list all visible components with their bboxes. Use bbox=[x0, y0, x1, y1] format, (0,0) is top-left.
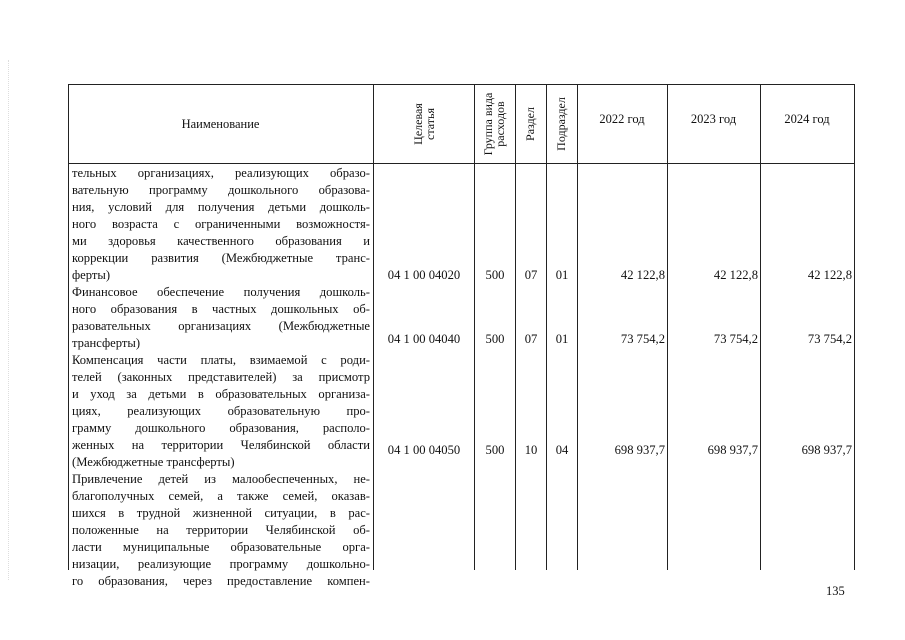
cell-2024: 42 122,8 bbox=[807, 268, 852, 282]
name-line: трансферты) bbox=[72, 336, 141, 350]
name-line: (Межбюджетные трансферты) bbox=[72, 455, 235, 469]
col-border bbox=[515, 84, 516, 570]
header-2023: 2023 год bbox=[690, 112, 737, 126]
name-line: ного возраста с ограниченными возможностя- bbox=[72, 217, 370, 231]
name-line: Финансовое обеспечение получения дошколь- bbox=[72, 285, 370, 299]
col-border bbox=[667, 84, 668, 570]
col-border bbox=[373, 84, 374, 570]
cell-article: 04 1 00 04040 bbox=[387, 332, 461, 346]
col-border bbox=[474, 84, 475, 570]
header-expense-group: Группа вида расходов bbox=[481, 92, 507, 156]
cell-section: 10 bbox=[524, 443, 538, 457]
cell-article: 04 1 00 04020 bbox=[387, 268, 461, 282]
name-line: тельных организациях, реализующих образо- bbox=[72, 166, 370, 180]
col-border bbox=[546, 84, 547, 570]
cell-group: 500 bbox=[485, 268, 505, 282]
scan-edge bbox=[8, 60, 9, 580]
col-border bbox=[577, 84, 578, 570]
name-line: и уход за детьми в образовательных организа- bbox=[72, 387, 370, 401]
cell-2024: 73 754,2 bbox=[807, 332, 852, 346]
cell-subsection: 01 bbox=[555, 332, 569, 346]
cell-2023: 698 937,7 bbox=[707, 443, 758, 457]
name-line: низации, реализующие программу дошкольно- bbox=[72, 557, 370, 571]
cell-article: 04 1 00 04050 bbox=[387, 443, 461, 457]
cell-group: 500 bbox=[485, 443, 505, 457]
header-subsection: Подраздел bbox=[554, 97, 568, 151]
name-line: шихся в трудной жизненной ситуации, в рас- bbox=[72, 506, 370, 520]
cell-subsection: 01 bbox=[555, 268, 569, 282]
cell-2023: 42 122,8 bbox=[713, 268, 758, 282]
table-top-border bbox=[68, 84, 854, 85]
name-line: ласти муниципальные образовательные орга- bbox=[72, 540, 370, 554]
cell-2022: 42 122,8 bbox=[620, 268, 665, 282]
name-line: благополучных семей, а также семей, оказав- bbox=[72, 489, 370, 503]
name-line: вательную программу дошкольного образова- bbox=[72, 183, 370, 197]
cell-2023: 73 754,2 bbox=[713, 332, 758, 346]
cell-2022: 73 754,2 bbox=[620, 332, 665, 346]
name-line: ферты) bbox=[72, 268, 111, 282]
name-line: Компенсация части платы, взимаемой с роди- bbox=[72, 353, 370, 367]
name-line: го образования, через предоставление компен- bbox=[72, 574, 370, 588]
name-line: ного образования в частных дошкольных об- bbox=[72, 302, 370, 316]
cell-group: 500 bbox=[485, 332, 505, 346]
cell-2024: 698 937,7 bbox=[801, 443, 852, 457]
page-number: 135 bbox=[826, 584, 845, 598]
header-name: Наименование bbox=[181, 117, 260, 131]
name-line: женных на территории Челябинской области bbox=[72, 438, 370, 452]
name-line: циях, реализующих образовательную про- bbox=[72, 404, 370, 418]
name-line: Привлечение детей из малообеспеченных, не- bbox=[72, 472, 370, 486]
col-border bbox=[760, 84, 761, 570]
name-line: коррекции развития (Межбюджетные транс- bbox=[72, 251, 370, 265]
cell-section: 07 bbox=[524, 268, 538, 282]
cell-subsection: 04 bbox=[555, 443, 569, 457]
name-line: телей (законных представителей) за присмотр bbox=[72, 370, 370, 384]
header-section: Раздел bbox=[523, 107, 537, 141]
cell-section: 07 bbox=[524, 332, 538, 346]
col-border bbox=[68, 84, 69, 570]
name-line: ми здоровья качественного образования и bbox=[72, 234, 370, 248]
name-column bbox=[72, 165, 370, 590]
name-line: грамму дошкольного образования, располо- bbox=[72, 421, 370, 435]
col-border bbox=[854, 84, 855, 570]
header-2022: 2022 год bbox=[599, 112, 645, 126]
cell-2022: 698 937,7 bbox=[614, 443, 665, 457]
header-target-article: Целевая статья bbox=[411, 103, 437, 145]
name-line: разовательных организациях (Межбюджетные bbox=[72, 319, 370, 333]
name-line: ния, условий для получения детьми дошколь- bbox=[72, 200, 370, 214]
name-line: положенные на территории Челябинской об- bbox=[72, 523, 370, 537]
header-bottom-border bbox=[68, 163, 854, 164]
header-2024: 2024 год bbox=[784, 112, 830, 126]
